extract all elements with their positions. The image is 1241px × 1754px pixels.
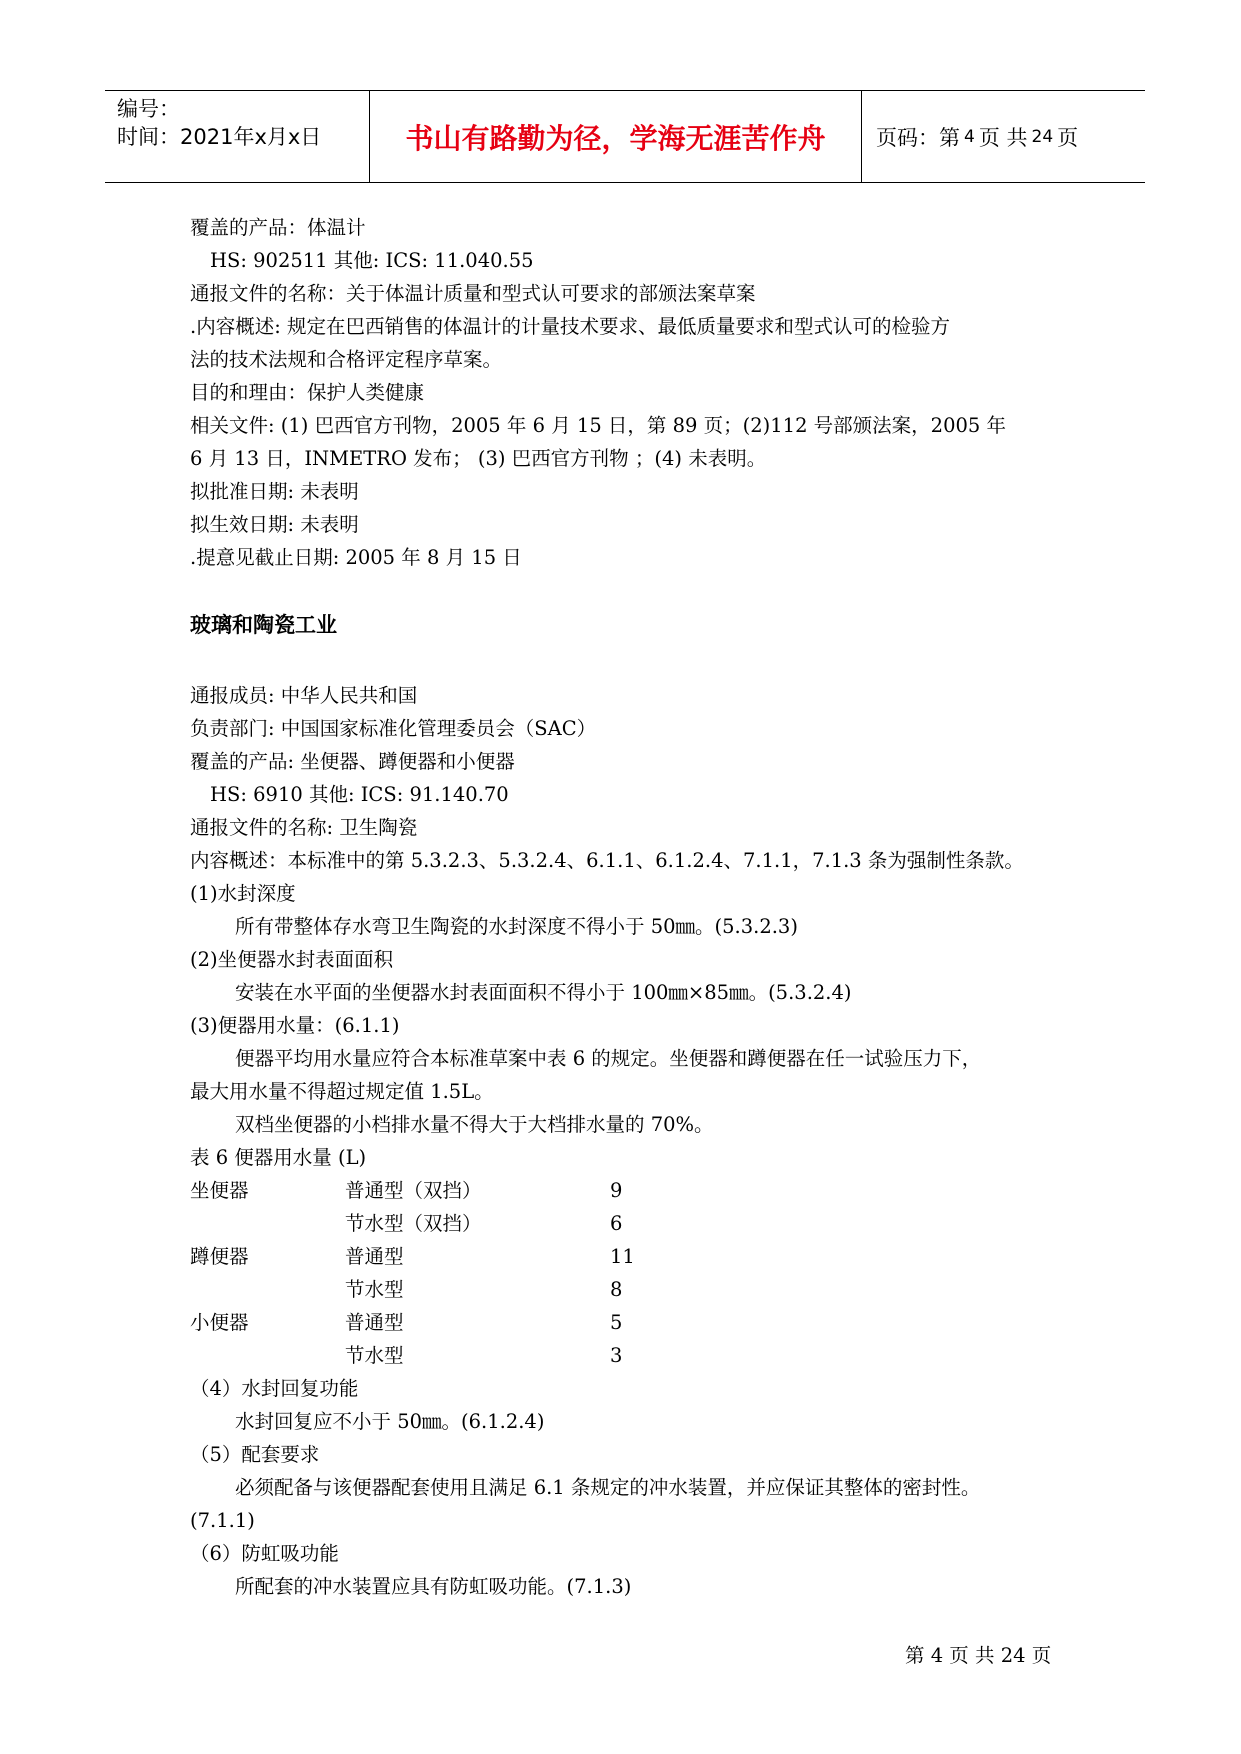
page-prefix: 页码：第 (876, 125, 960, 150)
table-cell: 蹲便器 (190, 1245, 249, 1268)
item-text: 所配套的冲水装置应具有防虹吸功能。(7.1.3) (235, 1575, 632, 1598)
table-cell: 普通型（双挡） (345, 1179, 482, 1202)
item-text: 所有带整体存水弯卫生陶瓷的水封深度不得小于 50㎜。(5.3.2.3) (235, 915, 798, 938)
page-suffix: 页 (1057, 125, 1079, 150)
item-text: 必须配备与该便器配套使用且满足 6.1 条规定的冲水装置，并应保证其整体的密封性。 (235, 1476, 981, 1499)
item-heading: （5）配套要求 (190, 1443, 320, 1466)
doc-date: 时间：2021年x月x日 (117, 125, 322, 149)
section-thermometer (190, 211, 1090, 574)
table-cell: 小便器 (190, 1311, 249, 1334)
table-cell: 5 (610, 1311, 623, 1334)
table-cell: 6 (610, 1212, 623, 1235)
product-line: 覆盖的产品: 坐便器、蹲便器和小便器 (190, 750, 515, 773)
page-header (105, 90, 1145, 183)
item-text: 便器平均用水量应符合本标准草案中表 6 的规定。坐便器和蹲便器在任一试验压力下， (235, 1047, 982, 1070)
page-footer: 第 4 页 共 24 页 (905, 1644, 1052, 1667)
page-mid: 页 共 (978, 125, 1028, 150)
agency-line: 负责部门: 中国国家标准化管理委员会（SAC） (190, 717, 597, 740)
table-row (190, 1273, 1090, 1306)
table-cell: 坐便器 (190, 1179, 249, 1202)
table-cell: 节水型 (345, 1344, 404, 1367)
member-line: 通报成员: 中华人民共和国 (190, 684, 418, 707)
document-body (190, 211, 1090, 1603)
table-cell (190, 1273, 345, 1306)
summary-line-cont: 法的技术法规和合格评定程序草案。 (190, 348, 503, 371)
item-heading: （6）防虹吸功能 (190, 1542, 339, 1565)
table-cell (190, 1207, 345, 1240)
comment-deadline-line: .提意见截止日期: 2005 年 8 月 15 日 (190, 546, 522, 569)
item-text: 安装在水平面的坐便器水封表面面积不得小于 100㎜×85㎜。(5.3.2.4) (235, 981, 852, 1004)
table-row (190, 1306, 1090, 1339)
product-line: 覆盖的产品：体温计 (190, 216, 366, 239)
table-cell: 普通型 (345, 1245, 404, 1268)
header-motto: 书山有路勤为径，学海无涯苦作舟 (370, 91, 862, 182)
approval-date-line: 拟批准日期: 未表明 (190, 480, 359, 503)
header-page-info (862, 91, 1145, 182)
header-meta (105, 91, 370, 182)
table-cell: 9 (610, 1179, 623, 1202)
related-docs-line-cont: 6 月 13 日，INMETRO 发布； (3) 巴西官方刊物 ；(4) 未表明。 (190, 447, 767, 470)
table-row (190, 1174, 1090, 1207)
table-row (190, 1339, 1090, 1372)
table-cell: 8 (610, 1278, 623, 1301)
table-cell: 节水型（双挡） (345, 1212, 482, 1235)
section-title: 玻璃和陶瓷工业 (190, 613, 337, 637)
table-caption: 表 6 便器用水量 (L) (190, 1146, 367, 1169)
item-heading: （4）水封回复功能 (190, 1377, 359, 1400)
purpose-line: 目的和理由：保护人类健康 (190, 381, 425, 404)
table-row (190, 1207, 1090, 1240)
item-heading: (3)便器用水量：(6.1.1) (190, 1014, 400, 1037)
table-cell: 11 (610, 1245, 635, 1268)
item-text: 水封回复应不小于 50㎜。(6.1.2.4) (235, 1410, 545, 1433)
table-cell: 普通型 (345, 1311, 404, 1334)
hs-line: HS: 6910 其他: ICS: 91.140.70 (210, 783, 509, 806)
effective-date-line: 拟生效日期: 未表明 (190, 513, 359, 536)
item-text-cont: 最大用水量不得超过规定值 1.5L。 (190, 1080, 494, 1103)
section-ceramics (190, 679, 1090, 1603)
hs-line: HS: 902511 其他: ICS: 11.040.55 (210, 249, 534, 272)
water-usage-table (190, 1174, 1090, 1372)
table-row (190, 1240, 1090, 1273)
table-cell (190, 1339, 345, 1372)
table-cell: 节水型 (345, 1278, 404, 1301)
item-text-cont: (7.1.1) (190, 1509, 255, 1532)
page-total: 24 (1031, 126, 1054, 147)
related-docs-line: 相关文件: (1) 巴西官方刊物，2005 年 6 月 15 日，第 89 页；(2)112 号部颁法案，2005 年 (190, 414, 1007, 437)
item-heading: (1)水封深度 (190, 882, 296, 905)
doc-number-label: 编号： (117, 97, 180, 121)
summary-line: 内容概述：本标准中的第 5.3.2.3、5.3.2.4、6.1.1、6.1.2.4、7.1.1，7.1.3 条为强制性条款。 (190, 849, 1024, 872)
table-cell: 3 (610, 1344, 623, 1367)
doc-name-line: 通报文件的名称: 卫生陶瓷 (190, 816, 418, 839)
item-text: 双档坐便器的小档排水量不得大于大档排水量的 70%。 (235, 1113, 714, 1136)
item-heading: (2)坐便器水封表面面积 (190, 948, 394, 971)
summary-line: .内容概述: 规定在巴西销售的体温计的计量技术要求、最低质量要求和型式认可的检验方 (190, 315, 950, 338)
doc-name-line: 通报文件的名称：关于体温计质量和型式认可要求的部颁法案草案 (190, 282, 756, 305)
page-number: 4 (964, 126, 975, 147)
